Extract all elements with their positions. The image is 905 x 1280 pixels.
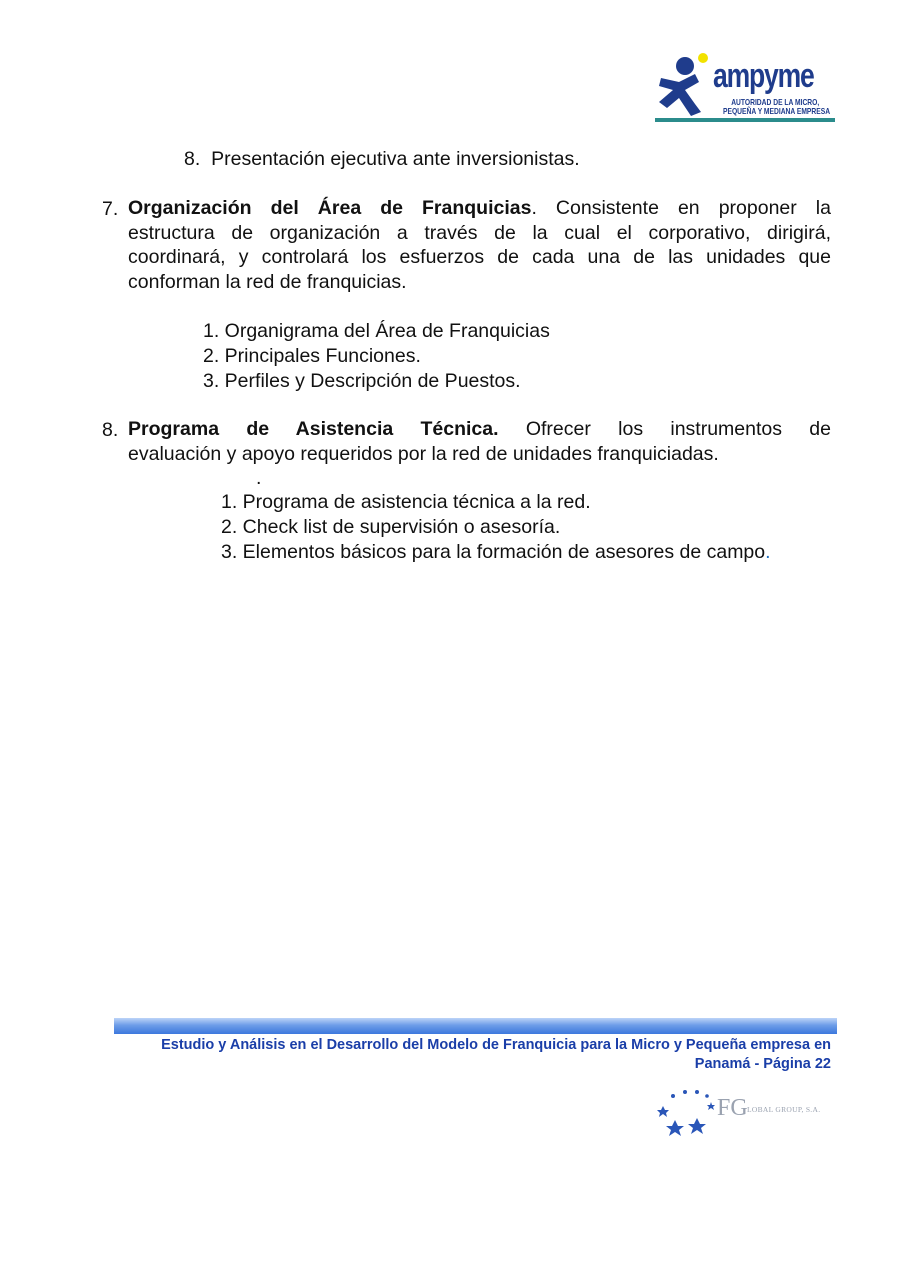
section-8-title: Programa de Asistencia Técnica. bbox=[128, 418, 499, 440]
sublist-item: 3. Elementos básicos para la formación de asesores de campo. bbox=[221, 541, 771, 563]
stray-dot: . bbox=[256, 467, 262, 489]
fg-subtitle: LOBAL GROUP, S.A. bbox=[747, 1105, 821, 1114]
list-text: Presentación ejecutiva ante inversionistas. bbox=[211, 148, 580, 170]
footer-line2: Panamá - Página 22 bbox=[694, 1056, 831, 1072]
ampyme-figure-icon bbox=[655, 52, 715, 118]
logo-subtitle bbox=[723, 98, 830, 116]
footer-bar bbox=[114, 1018, 837, 1034]
section-8-paragraph bbox=[128, 417, 831, 466]
ampyme-logo bbox=[655, 52, 835, 124]
logo-subtitle-line1: AUTORIDAD DE LA MICRO, bbox=[731, 98, 820, 107]
trailing-period: . bbox=[765, 541, 771, 563]
section-7-paragraph bbox=[128, 196, 831, 294]
section-7-number: 7. bbox=[102, 198, 119, 220]
section-8-sublist bbox=[221, 490, 771, 565]
section-8-line2: evaluación y apoyo requeridos por la red de unidades franquiciadas. bbox=[128, 442, 719, 465]
section-7-line1: Organización del Área de Franquicias. Consistente en proponer la bbox=[128, 197, 831, 219]
list-number: 8. bbox=[184, 148, 201, 170]
fg-letters: FG bbox=[717, 1095, 748, 1121]
sublist-item: 2. Check list de supervisión o asesoría. bbox=[221, 516, 561, 538]
sublist-item: 1. Programa de asistencia técnica a la red. bbox=[221, 491, 591, 513]
logo-underline bbox=[655, 118, 835, 122]
footer-line1: Estudio y Análisis en el Desarrollo del Modelo de Franquicia para la Micro y Pequeña empresa en bbox=[161, 1037, 831, 1053]
logo-subtitle-line2: PEQUEÑA Y MEDIANA EMPRESA bbox=[723, 107, 831, 116]
list-item-presentacion bbox=[184, 147, 580, 171]
section-7-line2: estructura de organización a través de la cual el corporativo, dirigirá, bbox=[128, 221, 831, 244]
sublist-item: 1. Organigrama del Área de Franquicias bbox=[203, 320, 550, 342]
sublist-item: 3. Perfiles y Descripción de Puestos. bbox=[203, 370, 521, 392]
section-7-sublist bbox=[203, 319, 550, 394]
section-7-title: Organización del Área de Franquicias bbox=[128, 197, 532, 219]
star-ring-icon bbox=[655, 1086, 719, 1136]
footer-text bbox=[126, 1036, 831, 1074]
section-8-number: 8. bbox=[102, 419, 119, 441]
section-8-line1: Programa de Asistencia Técnica. Ofrecer los instrumentos de bbox=[128, 418, 831, 440]
section-7-line3: coordinará, y controlará los esfuerzos de cada una de las unidades que bbox=[128, 246, 831, 268]
logo-wordmark: ampyme bbox=[713, 57, 814, 95]
fg-global-logo bbox=[655, 1086, 825, 1136]
section-7-line4: conforman la red de franquicias. bbox=[128, 270, 407, 293]
sublist-item: 2. Principales Funciones. bbox=[203, 345, 421, 367]
